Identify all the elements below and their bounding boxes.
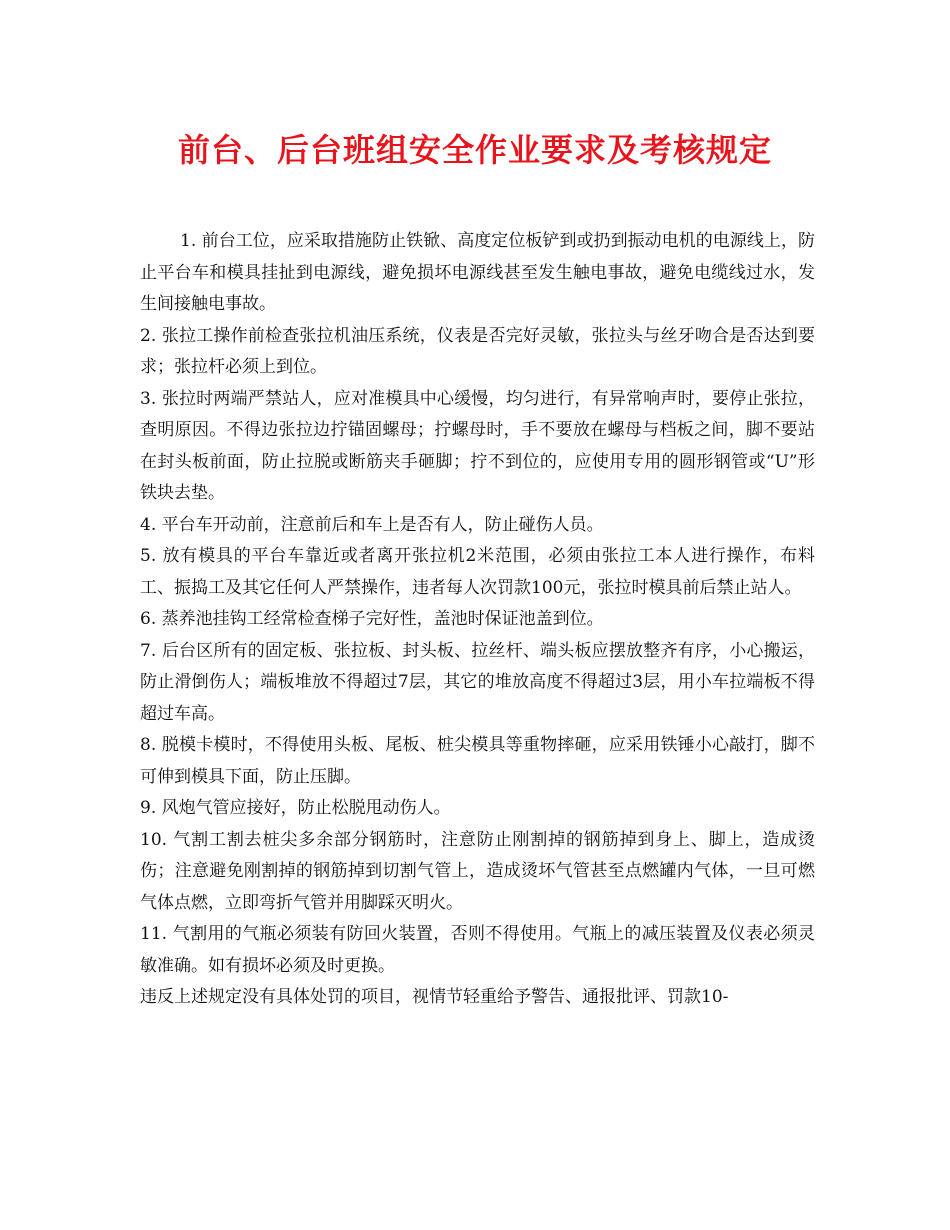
closing-paragraph: 违反上述规定没有具体处罚的项目，视情节轻重给予警告、通报批评、罚款10- [140,987,729,1007]
rule-item-6: 6. 蒸养池挂钩工经常检查梯子完好性，盖池时保证池盖到位。 [140,609,604,629]
rule-item-9: 9. 风炮气管应接好，防止松脱甩动伤人。 [140,798,451,818]
document-body [140,226,815,1014]
rule-item-2: 2. 张拉工操作前检查张拉机油压系统，仪表是否完好灵敏，张拉头与丝牙吻合是否达到要求；张拉杆必须上到位。 [140,325,815,377]
rule-item-7: 7. 后台区所有的固定板、张拉板、封头板、拉丝杆、端头板应摆放整齐有序，小心搬运，防止滑倒伤人；端板堆放不得超过7层，其它的堆放高度不得超过3层，用小车拉端板不得超过车高。 [140,640,815,724]
document-title: 前台、后台班组安全作业要求及考核规定 [177,131,772,169]
rule-item-4: 4. 平台车开动前，注意前后和车上是否有人，防止碰伤人员。 [140,514,604,535]
rule-item-11: 11. 气割用的气瓶必须装有防回火装置，否则不得使用。气瓶上的减压装置及仪表必须灵敏准确。如有损坏必须及时更换。 [140,924,815,976]
rule-item-8: 8. 脱模卡模时，不得使用头板、尾板、桩尖模具等重物摔砸，应采用铁锤小心敲打，脚不可伸到模具下面，防止压脚。 [140,735,815,787]
rule-item-10: 10. 气割工割去桩尖多余部分钢筋时，注意防止刚割掉的钢筋掉到身上、脚上，造成烫伤；注意避免刚割掉的钢筋掉到切割气管上，造成烫坏气管甚至点燃罐内气体，一旦可燃气体点燃，立即弯折气管并用脚踩灭明火。 [140,829,815,913]
rule-item-5: 5. 放有模具的平台车靠近或者离开张拉机2米范围，必须由张拉工本人进行操作，布料工、振捣工及其它任何人严禁操作，违者每人次罚款100元，张拉时模具前后禁止站人。 [140,546,815,598]
rule-item-1: 1. 前台工位，应采取措施防止铁锨、高度定位板铲到或扔到振动电机的电源线上，防止平台车和模具挂扯到电源线，避免损坏电源线甚至发生触电事故，避免电缆线过水，发生间接触电事故。 [140,231,815,314]
rule-item-3: 3. 张拉时两端严禁站人，应对准模具中心缓慢，均匀进行，有异常响声时，要停止张拉，查明原因。不得边张拉边拧锚固螺母；拧螺母时，手不要放在螺母与档板之间，脚不要站在封头板前面，防止拉脱或断筋夹手砸脚；拧不到位的，应使用专用的圆形钢管或“U”形铁块去垫。 [140,388,815,503]
